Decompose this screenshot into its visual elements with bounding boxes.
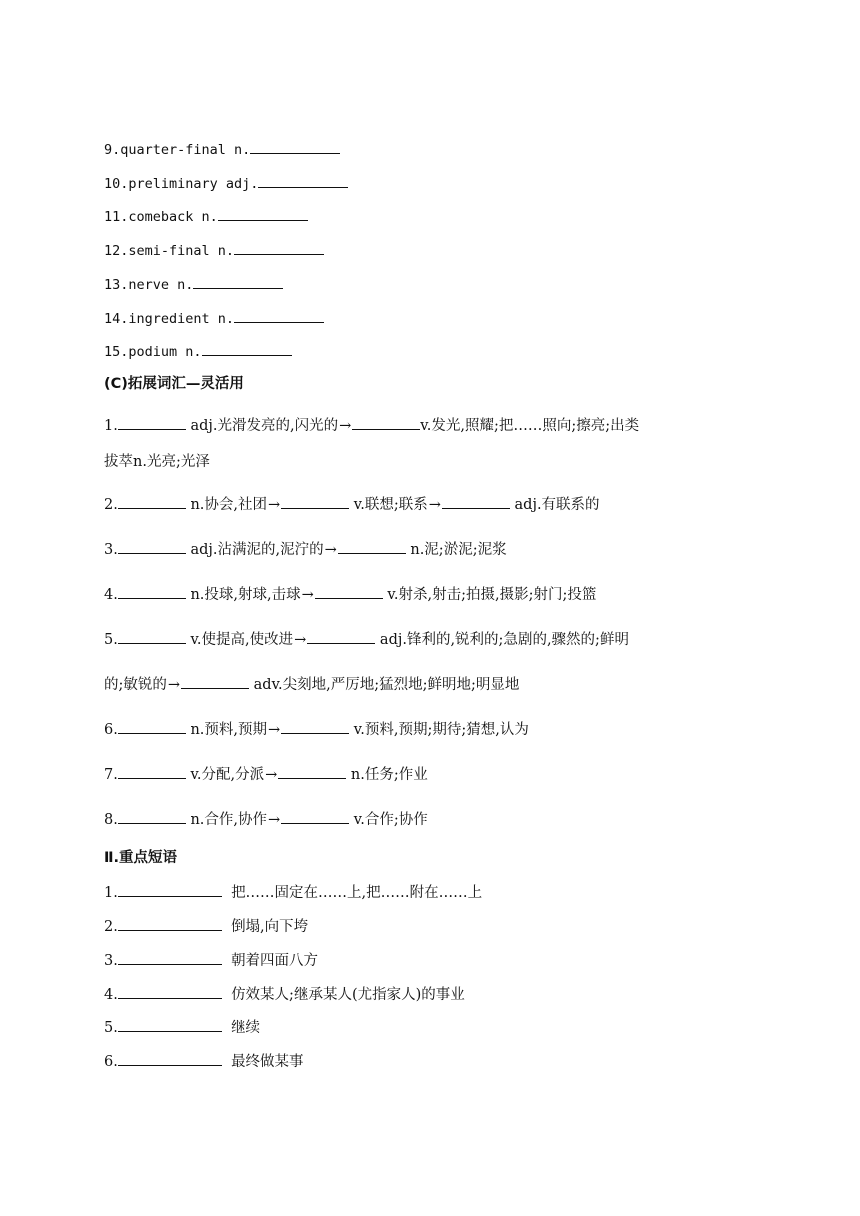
arrow-icon: → xyxy=(268,812,281,828)
item-number: 14. xyxy=(104,311,129,327)
answer-blank[interactable] xyxy=(193,273,283,289)
item-number: 11. xyxy=(104,209,129,225)
item-number: 6. xyxy=(104,1054,118,1070)
item-number: 1. xyxy=(104,418,118,434)
vocab-item-9 xyxy=(104,138,340,158)
answer-blank[interactable] xyxy=(118,1016,222,1032)
expand-item-4 xyxy=(104,583,596,603)
section-c-heading: (C)拓展词汇—灵活用 xyxy=(104,376,244,392)
expand-item-5-continued xyxy=(104,673,519,693)
item-number: 4. xyxy=(104,587,118,603)
vocab-item-12 xyxy=(104,239,324,259)
answer-blank[interactable] xyxy=(281,718,349,734)
item-definition: v.合作;协作 xyxy=(353,812,428,828)
answer-blank[interactable] xyxy=(218,205,308,221)
phrase-item-4 xyxy=(104,983,465,1003)
answer-blank[interactable] xyxy=(118,915,222,931)
answer-blank[interactable] xyxy=(258,172,348,188)
expand-item-7 xyxy=(104,763,428,783)
answer-blank[interactable] xyxy=(118,949,222,965)
answer-blank[interactable] xyxy=(118,493,186,509)
item-word: preliminary adj. xyxy=(128,176,259,192)
item-word: comeback n. xyxy=(128,209,218,225)
answer-blank[interactable] xyxy=(307,628,375,644)
expand-item-6 xyxy=(104,718,529,738)
answer-blank[interactable] xyxy=(118,808,186,824)
vocab-item-14 xyxy=(104,307,324,327)
phrase-meaning: 倒塌,向下垮 xyxy=(231,919,309,935)
item-definition: adj.光滑发亮的,闪光的 xyxy=(190,418,339,434)
answer-blank[interactable] xyxy=(118,881,222,897)
vocab-item-15 xyxy=(104,340,292,360)
item-number: 2. xyxy=(104,497,118,513)
item-definition: n.协会,社团 xyxy=(190,497,268,513)
arrow-icon: → xyxy=(324,542,337,558)
answer-blank[interactable] xyxy=(234,239,324,255)
item-definition: 的;敏锐的 xyxy=(104,677,167,693)
expand-item-3 xyxy=(104,538,507,558)
answer-blank[interactable] xyxy=(281,808,349,824)
answer-blank[interactable] xyxy=(118,583,186,599)
answer-blank[interactable] xyxy=(118,718,186,734)
item-definition: v.射杀,射击;拍摄,摄影;射门;投篮 xyxy=(387,587,597,603)
arrow-icon: → xyxy=(268,497,281,513)
phrase-item-3 xyxy=(104,949,318,969)
item-definition: v.分配,分派 xyxy=(190,767,265,783)
item-number: 5. xyxy=(104,1020,118,1036)
item-number: 13. xyxy=(104,277,129,293)
answer-blank[interactable] xyxy=(118,763,186,779)
phrase-item-6 xyxy=(104,1050,304,1070)
answer-blank[interactable] xyxy=(250,138,340,154)
vocab-item-11 xyxy=(104,205,308,225)
item-number: 4. xyxy=(104,987,118,1003)
phrase-meaning: 把……固定在……上,把……附在……上 xyxy=(231,885,483,901)
answer-blank[interactable] xyxy=(181,673,249,689)
answer-blank[interactable] xyxy=(118,1050,222,1066)
vocab-item-10 xyxy=(104,172,348,192)
expand-item-1 xyxy=(104,414,639,434)
item-word: nerve n. xyxy=(128,277,194,293)
item-number: 5. xyxy=(104,632,118,648)
item-number: 6. xyxy=(104,722,118,738)
item-definition: n.合作,协作 xyxy=(190,812,268,828)
answer-blank[interactable] xyxy=(315,583,383,599)
item-definition: adj.有联系的 xyxy=(514,497,600,513)
item-number: 15. xyxy=(104,344,129,360)
answer-blank[interactable] xyxy=(202,340,292,356)
phrase-item-2 xyxy=(104,915,308,935)
answer-blank[interactable] xyxy=(118,628,186,644)
item-number: 3. xyxy=(104,542,118,558)
item-number: 7. xyxy=(104,767,118,783)
item-definition: v.联想;联系 xyxy=(353,497,428,513)
arrow-icon: → xyxy=(167,677,181,693)
arrow-icon: → xyxy=(339,418,352,434)
answer-blank[interactable] xyxy=(442,493,510,509)
phrase-meaning: 仿效某人;继承某人(尤指家人)的事业 xyxy=(231,987,465,1003)
answer-blank[interactable] xyxy=(281,493,349,509)
item-definition: v.预料,预期;期待;猜想,认为 xyxy=(353,722,529,738)
answer-blank[interactable] xyxy=(118,983,222,999)
phrase-meaning: 朝着四面八方 xyxy=(231,953,319,969)
answer-blank[interactable] xyxy=(338,538,406,554)
item-number: 1. xyxy=(104,885,118,901)
arrow-icon: → xyxy=(294,632,307,648)
item-definition: v.使提高,使改进 xyxy=(190,632,294,648)
phrase-item-5 xyxy=(104,1016,260,1036)
answer-blank[interactable] xyxy=(234,307,324,323)
expand-item-8 xyxy=(104,808,428,828)
answer-blank[interactable] xyxy=(352,414,420,430)
phrase-meaning: 最终做某事 xyxy=(231,1054,304,1070)
item-number: 10. xyxy=(104,176,129,192)
item-word: quarter-final n. xyxy=(120,142,251,158)
answer-blank[interactable] xyxy=(118,414,186,430)
section-ii-heading: Ⅱ.重点短语 xyxy=(104,850,178,866)
item-word: podium n. xyxy=(128,344,202,360)
item-definition: n.投球,射球,击球 xyxy=(190,587,301,603)
item-number: 8. xyxy=(104,812,118,828)
expand-item-1-continued: 拔萃n.光亮;光泽 xyxy=(104,454,210,470)
phrase-item-1 xyxy=(104,881,482,901)
arrow-icon: → xyxy=(265,767,278,783)
item-definition: n.任务;作业 xyxy=(350,767,428,783)
item-definition: n.预料,预期 xyxy=(190,722,268,738)
arrow-icon: → xyxy=(301,587,314,603)
vocab-item-13 xyxy=(104,273,283,293)
item-word: semi-final n. xyxy=(128,243,235,259)
item-definition: adv.尖刻地,严厉地;猛烈地;鲜明地;明显地 xyxy=(253,677,520,693)
item-number: 12. xyxy=(104,243,129,259)
item-definition: v.发光,照耀;把……照向;擦亮;出类 xyxy=(420,418,640,434)
item-number: 3. xyxy=(104,953,118,969)
item-definition: n.泥;淤泥;泥浆 xyxy=(410,542,507,558)
item-definition: adj.锋利的,锐利的;急剧的,骤然的;鲜明 xyxy=(379,632,629,648)
phrase-meaning: 继续 xyxy=(231,1020,261,1036)
arrow-icon: → xyxy=(428,497,441,513)
arrow-icon: → xyxy=(268,722,281,738)
expand-item-2 xyxy=(104,493,600,513)
item-word: ingredient n. xyxy=(128,311,235,327)
expand-item-5 xyxy=(104,628,629,648)
answer-blank[interactable] xyxy=(118,538,186,554)
item-number: 9. xyxy=(104,142,121,158)
answer-blank[interactable] xyxy=(278,763,346,779)
item-number: 2. xyxy=(104,919,118,935)
item-definition: adj.沾满泥的,泥泞的 xyxy=(190,542,324,558)
